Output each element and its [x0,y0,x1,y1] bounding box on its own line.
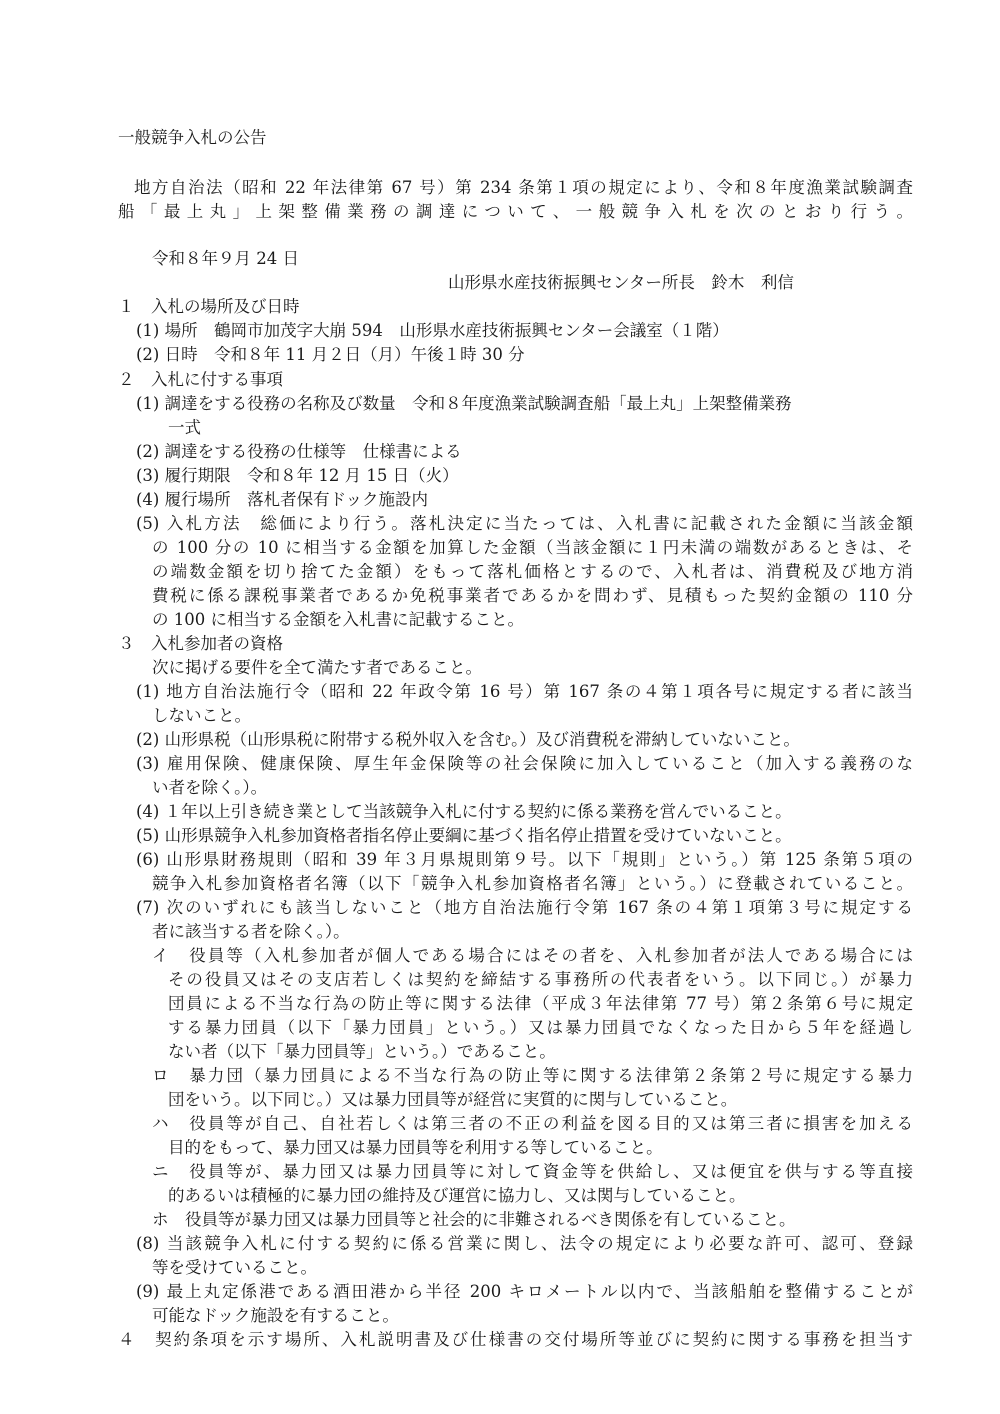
s3-item-7: (7) 次のいずれにも該当しないこと（地方自治法施行令第 167 条の４第１項第３号に規定する [136,898,913,917]
s3-item-7-ho: ホ 役員等が暴力団又は暴力団員等と社会的に非難されるべき関係を有していること。 [152,1210,796,1229]
s2-item-5-cont: の 100 に相当する金額を入札書に記載すること。 [152,610,524,629]
s3-item-7-cont: 者に該当する者を除く。）。 [152,922,350,941]
section-3-heading: ３ 入札参加者の資格 [118,634,283,653]
section-1-heading: １ 入札の場所及び日時 [118,297,300,316]
notice-issuer: 山形県水産技術振興センター所長 鈴木 利信 [448,273,794,292]
s3-item-8: (8) 当該競争入札に付する契約に係る営業に関し、法令の規定により必要な許可、認可、登録 [136,1234,913,1253]
s3-item-9-cont: 可能なドック施設を有すること。 [152,1306,399,1325]
s3-item-5: (5) 山形県競争入札参加資格者指名停止要綱に基づく指名停止措置を受けていないこと。 [136,826,792,845]
s3-item-3-cont: い者を除く。）。 [152,778,268,797]
s2-item-4: (4) 履行場所 落札者保有ドック施設内 [136,490,428,509]
s3-item-7-ha-cont: 目的をもって、暴力団又は暴力団員等を利用する等していること。 [168,1138,663,1157]
s3-item-7-i-cont: 団員による不当な行為の防止等に関する法律（平成３年法律第 77 号）第２条第６号に規定 [168,994,913,1013]
s3-item-7-i-cont: する暴力団員（以下「暴力団員」という。）又は暴力団員でなくなった日から５年を経過し [168,1018,913,1037]
s2-item-3: (3) 履行期限 令和８年 12 月 15 日（火） [136,466,459,485]
s2-item-5: (5) 入札方法 総価により行う。落札決定に当たっては、入札書に記載された金額に当該金額 [136,514,913,533]
s3-lead: 次に掲げる要件を全て満たす者であること。 [152,658,482,677]
section-4-heading: ４ 契約条項を示す場所、入札説明書及び仕様書の交付場所等並びに契約に関する事務を担当す [118,1330,913,1349]
s2-item-5-cont: の端数金額を切り捨てた金額）をもって落札価格とするので、入札者は、消費税及び地方消 [152,562,913,581]
s3-item-1-cont: しないこと。 [152,706,251,725]
s3-item-1: (1) 地方自治法施行令（昭和 22 年政令第 16 号）第 167 条の４第１項各号に規定する者に該当 [136,682,913,701]
s3-item-7-i-cont: その役員又はその支店若しくは契約を締結する事務所の代表者をいう。以下同じ。）が暴力 [168,970,913,989]
s2-item-1: (1) 調達をする役務の名称及び数量 令和８年度漁業試験調査船「最上丸」上架整備業務 [136,394,792,413]
s2-item-5-cont: 費税に係る課税事業者であるか免税事業者であるかを問わず、見積もった契約金額の 110 分 [152,586,913,605]
s2-item-2: (2) 調達をする役務の仕様等 仕様書による [136,442,462,461]
s3-item-7-ro-cont: 団をいう。以下同じ。）又は暴力団員等が経営に実質的に関与していること。 [168,1090,738,1109]
s3-item-7-i-cont: ない者（以下「暴力団員等」という。）であること。 [168,1042,556,1061]
s1-item-2: (2) 日時 令和８年 11 月２日（月）午後１時 30 分 [136,345,525,364]
s3-item-9: (9) 最上丸定係港である酒田港から半径 200 キロメートル以内で、当該船舶を整備することが [136,1282,913,1301]
s3-item-2: (2) 山形県税（山形県税に附帯する税外収入を含む。）及び消費税を滞納していないこと。 [136,730,800,749]
intro-line: 地方自治法（昭和 22 年法律第 67 号）第 234 条第１項の規定により、令和８年度漁業試験調査 [134,178,913,197]
s3-item-4: (4) １年以上引き続き業として当該競争入札に付する契約に係る業務を営んでいること。 [136,802,792,821]
s3-item-7-ha: ハ 役員等が自己、自社若しくは第三者の不正の利益を図る目的又は第三者に損害を加える [152,1114,913,1133]
s3-item-6-cont: 競争入札参加資格者名簿（以下「競争入札参加資格者名簿」という。）に登載されていること。 [152,874,913,893]
s3-item-3: (3) 雇用保険、健康保険、厚生年金保険等の社会保険に加入していること（加入する義務のな [136,754,913,773]
s3-item-7-ro: ロ 暴力団（暴力団員による不当な行為の防止等に関する法律第２条第２号に規定する暴力 [152,1066,913,1085]
intro-line: 船「最上丸」上架整備業務の調達について、一般競争入札を次のとおり行う。 [118,202,913,221]
notice-date: 令和８年９月 24 日 [152,249,299,268]
s2-item-1-cont: 一式 [168,418,201,437]
s3-item-7-i: イ 役員等（入札参加者が個人である場合にはその者を、入札参加者が法人である場合には [152,946,913,965]
s3-item-7-ni: ニ 役員等が、暴力団又は暴力団員等に対して資金等を供給し、又は便宜を供与する等直接 [152,1162,913,1181]
section-2-heading: ２ 入札に付する事項 [118,370,283,389]
s2-item-5-cont: の 100 分の 10 に相当する金額を加算した金額（当該金額に１円未満の端数があるときは、そ [152,538,913,557]
s3-item-6: (6) 山形県財務規則（昭和 39 年３月県規則第９号。以下「規則」という。）第 125 条第５項の [136,850,913,869]
notice-title: 一般競争入札の公告 [118,128,267,147]
s3-item-7-ni-cont: 的あるいは積極的に暴力団の維持及び運営に協力し、又は関与していること。 [168,1186,746,1205]
s1-item-1: (1) 場所 鶴岡市加茂字大崩 594 山形県水産技術振興センター会議室（１階） [136,321,729,340]
s3-item-8-cont: 等を受けていること。 [152,1258,317,1277]
